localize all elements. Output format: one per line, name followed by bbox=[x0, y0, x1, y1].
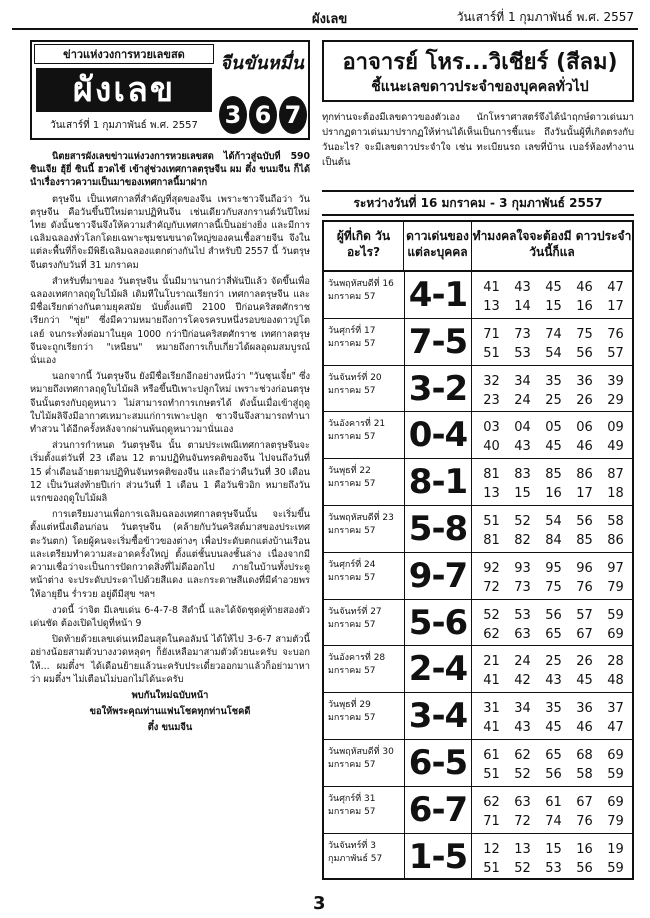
lucky-number: 56 bbox=[545, 767, 562, 782]
lucky-number: 56 bbox=[545, 607, 562, 623]
row-numbers bbox=[476, 512, 632, 550]
lucky-number: 36 bbox=[576, 701, 593, 717]
lucky-number: 53 bbox=[545, 860, 562, 876]
lucky-number: 04 bbox=[514, 420, 531, 436]
lucky-number: 45 bbox=[545, 720, 562, 736]
lucky-number: 41 bbox=[483, 280, 500, 295]
row-lucky-pair: 5-6 bbox=[404, 600, 472, 647]
lucky-number: 85 bbox=[545, 467, 562, 483]
table-row bbox=[324, 787, 632, 834]
row-day: วันพุธที่ 22 มกราคม 57 bbox=[328, 466, 376, 490]
lucky-number: 13 bbox=[483, 299, 500, 314]
lucky-number: 49 bbox=[607, 439, 624, 455]
lucky-number: 61 bbox=[545, 794, 562, 810]
badge-number: 7 bbox=[279, 96, 307, 134]
lucky-number: 09 bbox=[607, 420, 624, 436]
lucky-number: 12 bbox=[483, 841, 500, 857]
lucky-number: 93 bbox=[514, 560, 531, 576]
row-day: วันพฤหัสบดีที่ 30 มกราคม 57 bbox=[328, 747, 394, 770]
lucky-number: 74 bbox=[545, 813, 562, 829]
column-header-numbers: ทำมงคลใจจะต้องมี ดาวประจำวันนี้ก็แล bbox=[472, 222, 632, 272]
lucky-number: 57 bbox=[607, 345, 624, 361]
lucky-number: 41 bbox=[483, 673, 500, 689]
lucky-number: 72 bbox=[514, 813, 531, 829]
lucky-number: 62 bbox=[514, 748, 531, 763]
lucky-number: 03 bbox=[483, 420, 500, 436]
lucky-number: 69 bbox=[607, 794, 624, 810]
lucky-number: 47 bbox=[607, 280, 624, 295]
lucky-number: 58 bbox=[576, 767, 593, 782]
row-lucky-pair: 9-7 bbox=[404, 553, 472, 600]
article-paragraph: นอกจากนี้ วันตรุษจีน ยังมีชื่อเรียกอีกอย่างหนึ่งว่า "วันชุนเจี๋ย" ซึ่งหมายถึงเทศกาลฤดูใบไม้ผลิ หรือขึ้นปีเพาะปลูกใหม่ เพราะช่วงก่อนตรุษจีนนั้นตรงกับฤดูหนาว ไม่สามารถทำการเกษตรได้ ดังนั้นเมื่อเข้าสู่ฤดูใบไม้ผลิจึงมีอากาศเหมาะสมแก่การเพาะปลูก ชาวจีนจึงสามารถทำนา ทำสวน ได้อีกครั้งหลังจากผ่านพ้นฤดูหนาวมานั่นเอง bbox=[30, 371, 310, 436]
lucky-number: 82 bbox=[514, 533, 531, 548]
lucky-number: 13 bbox=[483, 486, 500, 502]
lucky-number: 17 bbox=[576, 486, 593, 502]
lucky-number: 76 bbox=[576, 579, 593, 595]
lucky-number: 67 bbox=[576, 626, 593, 642]
lucky-number: 15 bbox=[514, 486, 531, 502]
lucky-number: 51 bbox=[483, 345, 500, 361]
lucky-number: 40 bbox=[483, 439, 500, 455]
table-row bbox=[324, 272, 632, 319]
row-day: วันพฤหัสบดีที่ 16 มกราคม 57 bbox=[328, 279, 394, 302]
lucky-number: 58 bbox=[607, 514, 624, 529]
row-day: วันศุกร์ที่ 24 มกราคม 57 bbox=[328, 559, 376, 583]
lucky-number: 56 bbox=[576, 514, 593, 529]
lucky-number: 45 bbox=[576, 673, 593, 689]
row-lucky-pair: 5-8 bbox=[404, 506, 472, 553]
article-paragraph: งวดนี้ ว่าจิต มีเลขเด่น 6-4-7-8 สีดำนี้ และได้จัดชุดคู่ท้ายสองตัวเด่นชัด ต้องเปิดไปดูที่หน้า 9 bbox=[30, 604, 310, 629]
lucky-number: 65 bbox=[545, 626, 562, 642]
lucky-number: 83 bbox=[514, 467, 531, 483]
astrologer-title: อาจารย์ โหร...วิเชียร์ (สีลม) bbox=[342, 50, 618, 75]
lucky-number: 74 bbox=[545, 326, 562, 342]
lucky-number: 32 bbox=[483, 373, 500, 389]
row-numbers bbox=[476, 372, 632, 410]
lucky-number: 47 bbox=[607, 720, 624, 736]
lucky-number: 81 bbox=[483, 533, 500, 548]
lucky-number: 85 bbox=[576, 533, 593, 548]
lucky-number: 57 bbox=[576, 607, 593, 623]
row-lucky-pair: 3-4 bbox=[404, 693, 472, 740]
lucky-number: 63 bbox=[514, 626, 531, 642]
masthead-logo: ผังเลข bbox=[36, 68, 212, 112]
lucky-number: 75 bbox=[576, 326, 593, 342]
lucky-number: 62 bbox=[483, 626, 500, 642]
publication-name: ผังเลข bbox=[312, 12, 348, 27]
lucky-number: 79 bbox=[607, 579, 624, 595]
lucky-number: 43 bbox=[514, 280, 531, 295]
lucky-number: 69 bbox=[607, 748, 624, 763]
lucky-number: 35 bbox=[545, 701, 562, 717]
row-lucky-pair: 4-1 bbox=[404, 272, 472, 319]
lucky-number: 73 bbox=[514, 579, 531, 595]
lucky-number: 23 bbox=[483, 392, 500, 408]
lucky-number: 54 bbox=[545, 514, 562, 529]
lucky-number: 29 bbox=[607, 392, 624, 408]
top-bar bbox=[12, 6, 638, 30]
row-day: วันพุธที่ 29 มกราคม 57 bbox=[328, 700, 376, 724]
astrologer-subtitle: ชี้แนะเลขดาวประจำของบุคคลทั่วไป bbox=[371, 79, 589, 95]
lucky-number: 61 bbox=[483, 748, 500, 763]
lucky-number: 63 bbox=[514, 794, 531, 810]
lucky-number: 79 bbox=[607, 813, 624, 829]
row-lucky-pair: 0-4 bbox=[404, 412, 472, 459]
lucky-number: 53 bbox=[514, 607, 531, 623]
lucky-number: 59 bbox=[607, 607, 624, 623]
lucky-number: 51 bbox=[483, 767, 500, 782]
article-paragraph: ปิดท้ายด้วยเลขเด่นเหมือนสุดในคอลัมน์ ได้ให้ไป 3-6-7 สามตัวนี้อย่างน้อยสามตัวบางงวดหลุดๆ ก็ยังเหลือมาสามตัวด้วยนะครับ จะบอกให้... ผมตึ๋งฯ ได้เดือนย้ายแล้วนะครับประเดี๋ยวออกมาแล้วก็อย่ามาหาว่า ผมตึ๋งฯ ไม่เตือนไม่บอกไม่ได้นะครับ bbox=[30, 634, 310, 685]
row-lucky-pair: 2-4 bbox=[404, 646, 472, 693]
lucky-number: 21 bbox=[483, 654, 500, 670]
lucky-number: 86 bbox=[607, 533, 624, 548]
lucky-number: 52 bbox=[483, 607, 500, 623]
table-row bbox=[324, 740, 632, 787]
lucky-number: 46 bbox=[576, 720, 593, 736]
row-numbers bbox=[476, 606, 632, 644]
lucky-number: 75 bbox=[545, 579, 562, 595]
table-row bbox=[324, 506, 632, 553]
lucky-number: 34 bbox=[514, 701, 531, 717]
row-numbers bbox=[476, 559, 632, 597]
lucky-number-table bbox=[322, 220, 634, 880]
issue-date: วันเสาร์ที่ 1 กุมภาพันธ์ พ.ศ. 2557 bbox=[456, 10, 634, 24]
lucky-number: 16 bbox=[545, 486, 562, 502]
row-numbers bbox=[476, 652, 632, 690]
lucky-number: 68 bbox=[576, 748, 593, 763]
lucky-number: 76 bbox=[576, 813, 593, 829]
lucky-number: 34 bbox=[514, 373, 531, 389]
table-row bbox=[324, 412, 632, 459]
row-day: วันศุกร์ที่ 17 มกราคม 57 bbox=[328, 325, 376, 349]
row-numbers bbox=[476, 418, 632, 456]
lucky-number: 73 bbox=[514, 326, 531, 342]
lucky-number: 41 bbox=[483, 720, 500, 736]
lucky-number: 48 bbox=[607, 673, 624, 689]
signoff-line: ขอให้พระคุณท่านแฟนโชคทุกท่านโชคดี bbox=[89, 706, 251, 718]
masthead bbox=[30, 40, 310, 140]
badge-title: จีนขันหมื่น bbox=[220, 53, 304, 74]
row-day: วันศุกร์ที่ 31 มกราคม 57 bbox=[328, 793, 376, 817]
article-paragraph: ส่วนการกำหนด วันตรุษจีน นั้น ตามประเพณีเทศกาลตรุษจีนจะเริ่มตั้งแต่วันที่ 23 เดือน 12 ตามปฏิทินจันทรคติของจีน ไปจนถึงวันที่ 15 ค่ำเดือนอ้ายตามปฏิทินจันทรคติของจีน และถือว่าคืนวันที่ 30 เดือน 12 เป็นวันส่งท้ายปีเก่า ส่วนวันที่ 1 เดือน 1 คือวันชิวอิก หมายถึงวันแรกของฤดูใบไม้ผลิ bbox=[30, 440, 310, 505]
lucky-number: 87 bbox=[607, 467, 624, 483]
badge-number: 3 bbox=[219, 96, 247, 134]
lucky-number: 36 bbox=[576, 373, 593, 389]
lucky-number: 13 bbox=[514, 841, 531, 857]
masthead-date: วันเสาร์ที่ 1 กุมภาพันธ์ พ.ศ. 2557 bbox=[50, 120, 198, 131]
row-day: วันจันทร์ที่ 20 มกราคม 57 bbox=[328, 372, 382, 396]
row-lucky-pair: 1-5 bbox=[404, 834, 472, 881]
lucky-number: 43 bbox=[545, 673, 562, 689]
row-day: วันอังคารที่ 28 มกราคม 57 bbox=[328, 653, 386, 677]
lucky-number: 53 bbox=[514, 345, 531, 361]
lucky-number: 31 bbox=[483, 701, 500, 717]
table-row bbox=[324, 319, 632, 366]
lucky-number: 15 bbox=[545, 841, 562, 857]
lucky-number: 52 bbox=[514, 514, 531, 529]
lucky-number: 28 bbox=[607, 654, 624, 670]
table-row bbox=[324, 693, 632, 740]
astrologer-header bbox=[322, 40, 634, 102]
row-day: วันพฤหัสบดีที่ 23 มกราคม 57 bbox=[328, 513, 394, 536]
row-numbers bbox=[476, 278, 632, 316]
lucky-number: 84 bbox=[545, 533, 562, 548]
table-row bbox=[324, 834, 632, 881]
lucky-number: 05 bbox=[545, 420, 562, 436]
lucky-number: 67 bbox=[576, 794, 593, 810]
lucky-number: 25 bbox=[545, 654, 562, 670]
lucky-number: 56 bbox=[576, 345, 593, 361]
lucky-number: 52 bbox=[514, 860, 531, 876]
lucky-number: 17 bbox=[607, 299, 624, 314]
lucky-number: 15 bbox=[545, 299, 562, 314]
row-day: วันอังคารที่ 21 มกราคม 57 bbox=[328, 419, 386, 443]
signoff-line: พบกันใหม่ฉบับหน้า bbox=[131, 689, 209, 701]
lucky-number: 14 bbox=[514, 299, 531, 314]
lucky-number: 71 bbox=[483, 326, 500, 342]
row-lucky-pair: 3-2 bbox=[404, 366, 472, 413]
lucky-number: 92 bbox=[483, 560, 500, 576]
table-row bbox=[324, 553, 632, 600]
lucky-number: 62 bbox=[483, 794, 500, 810]
lucky-number: 43 bbox=[514, 720, 531, 736]
lucky-number: 97 bbox=[607, 560, 624, 576]
lucky-number: 46 bbox=[576, 439, 593, 455]
table-row bbox=[324, 600, 632, 647]
lucky-number: 37 bbox=[607, 701, 624, 717]
lucky-number: 24 bbox=[514, 654, 531, 670]
lucky-number: 69 bbox=[607, 626, 624, 642]
badge-number: 6 bbox=[249, 96, 277, 134]
row-day: วันจันทร์ที่ 3 กุมภาพันธ์ 57 bbox=[328, 840, 383, 864]
lucky-number: 56 bbox=[576, 860, 593, 876]
intro-text: ทุกท่านจะต้องมีเลขดาวของตัวเอง นักโหราศาสตร์จึงได้นำฤกษ์ดาวเด่นมาปรากฏดาวเด่นมาปรากฏให้ท่านได้เห็นเป็นการชี้แนะ ถึงวันนั้นผู้ที่เกิดตรงกับวันอะไร? จะมีเลขดาวประจำใจ เช่น ทะเบียนรถ เลขที่บ้าน เบอร์ห้องทำงาน เป็นต้น bbox=[322, 112, 634, 168]
lucky-number: 54 bbox=[545, 345, 562, 361]
lucky-number: 43 bbox=[514, 439, 531, 455]
lucky-number: 96 bbox=[576, 560, 593, 576]
lucky-number: 45 bbox=[545, 439, 562, 455]
row-numbers bbox=[476, 325, 632, 363]
author-name: ตึ๋ง ขนมจีน bbox=[147, 722, 193, 734]
lucky-number: 76 bbox=[607, 326, 624, 342]
lucky-number: 86 bbox=[576, 467, 593, 483]
lucky-number: 19 bbox=[607, 841, 624, 857]
lucky-number: 16 bbox=[576, 841, 593, 857]
column-header-day: ผู้ที่เกิด วันอะไร? bbox=[324, 222, 404, 272]
masthead-org: ข่าวแห่งวงการหวยเลขสด bbox=[34, 44, 214, 64]
lucky-number: 51 bbox=[483, 860, 500, 876]
row-day: วันจันทร์ที่ 27 มกราคม 57 bbox=[328, 606, 382, 630]
lucky-number: 95 bbox=[545, 560, 562, 576]
lucky-number: 24 bbox=[514, 392, 531, 408]
lucky-number: 06 bbox=[576, 420, 593, 436]
lucky-number: 42 bbox=[514, 673, 531, 689]
lucky-number: 35 bbox=[545, 373, 562, 389]
row-numbers bbox=[476, 699, 632, 737]
lucky-number: 45 bbox=[545, 280, 562, 295]
column-header-pair: ดาวเด่นของ แต่ละบุคคล bbox=[404, 222, 472, 272]
lucky-number: 46 bbox=[576, 280, 593, 295]
lucky-number: 26 bbox=[576, 392, 593, 408]
row-lucky-pair: 6-7 bbox=[404, 787, 472, 834]
row-numbers bbox=[476, 793, 632, 831]
lucky-number: 81 bbox=[483, 467, 500, 483]
article-paragraph: สำหรับที่มาของ วันตรุษจีน นั้นมีมานานกว่าสี่พันปีแล้ว จัดขึ้นเพื่อฉลองเทศกาลฤดูใบไม้ผลิ เดิมทีในโบราณเรียกว่า เทศกาลตรุษจีน และมีชื่อเรียกต่างกันตามยุคสมัย นับตั้งแต่ปี 2100 ปีก่อนคริสตศักราช เรียกว่า "ซุ่ย" ซึ่งมีความหมายถึงการโคจรครบหนึ่งรอบของดาวปูโตเลย์ จนกระทั่งต่อมาในยุค 1000 กว่าปีก่อนคริสตศักราช เทศกาลตรุษจีนจะถูกเรียกว่า "เหนียน" หมายถึงการเก็บเกี่ยวได้ผลอุดมสมบูรณ์นั่นเอง bbox=[30, 275, 310, 367]
table-row bbox=[324, 646, 632, 693]
row-lucky-pair: 8-1 bbox=[404, 459, 472, 506]
table-row bbox=[324, 459, 632, 506]
article-paragraph: การเตรียมงานเพื่อการเฉลิมฉลองเทศกาลตรุษจีนนั้น จะเริ่มขึ้นตั้งแต่หนึ่งเดือนก่อน วันตรุษจีน (คล้ายกับวันคริสต์มาสของประเทศตะวันตก) โดยผู้คนจะเริ่มซื้อข้าวของต่างๆ เพื่อประดับตกแต่งบ้านเรือน และเตรียมทำความสะอาดครั้งใหญ่ ตั้งแต่ชั้นบนลงชั้นล่าง เนื่องจากมีความเชื่อว่าจะเป็นการปัดกวาดสิ่งที่ไม่ดีออกไป ภายในบ้านทั้งประตู หน้าต่าง จะประดับประดาไปด้วยสีแดง และกระดาษสีแดงที่มีคำอวยพรให้อายุยืน ร่ำรวย อยู่ดีมีสุข ฯลฯ bbox=[30, 509, 310, 600]
row-numbers bbox=[476, 746, 632, 784]
lucky-number: 18 bbox=[607, 486, 624, 502]
lucky-number: 16 bbox=[576, 299, 593, 314]
article-paragraph: ตรุษจีน เป็นเทศกาลที่สำคัญที่สุดของจีน เพราะชาวจีนถือว่า วันตรุษจีน คือวันขึ้นปีใหม่ตามปฏิทินจีน เช่นเดียวกับสงกรานต์วันปีใหม่ไทย ดังนั้นชาวจีนจึงให้ความสำคัญกับเทศกาลนี้เป็นอย่างยิ่ง และมีการเฉลิมฉลองทั่วโลกโดยเฉพาะชุมชนขนาดใหญ่ของคนเชื้อสายจีน จึงในแต่ละพื้นที่ก็จะมีพิธีเฉลิมฉลองแตกต่างกันไป สำหรับปี 2557 นี้ วันตรุษจีนตรงกับวันที่ 31 มกราคม bbox=[30, 193, 310, 271]
row-lucky-pair: 7-5 bbox=[404, 319, 472, 366]
lucky-number: 71 bbox=[483, 813, 500, 829]
lucky-number: 39 bbox=[607, 373, 624, 389]
date-range: ระหว่างวันที่ 16 มกราคม - 3 กุมภาพันธ์ 2557 bbox=[322, 190, 634, 216]
article-paragraph: นิตยสารผังเลขข่าวแห่งวงการหวยเลขสด ได้ก้าวสู่ฉบับที่ 590 ชินเจีย ฮุ้ยี่ ซินนี้ ฮวดไช้ เข้าสู่ช่วงเทศกาลตรุษจีน ผม ตึ๋ง ขนมจีน ก็ได้นำเรื่องราวความเป็นมาของเทศกาลนี้มาฝาก bbox=[30, 151, 310, 189]
lucky-number-badge bbox=[216, 44, 308, 138]
article-column bbox=[30, 150, 310, 892]
row-numbers bbox=[476, 840, 632, 878]
lucky-number: 26 bbox=[576, 654, 593, 670]
lucky-number: 25 bbox=[545, 392, 562, 408]
row-lucky-pair: 6-5 bbox=[404, 740, 472, 787]
table-row bbox=[324, 366, 632, 413]
lucky-number: 72 bbox=[483, 579, 500, 595]
lucky-number: 59 bbox=[607, 860, 624, 876]
lucky-number: 59 bbox=[607, 767, 624, 782]
page-number: 3 bbox=[313, 893, 326, 914]
lucky-number: 52 bbox=[514, 767, 531, 782]
lucky-number: 65 bbox=[545, 748, 562, 763]
badge-numbers bbox=[218, 96, 308, 136]
lucky-number: 51 bbox=[483, 514, 500, 529]
row-numbers bbox=[476, 465, 632, 503]
